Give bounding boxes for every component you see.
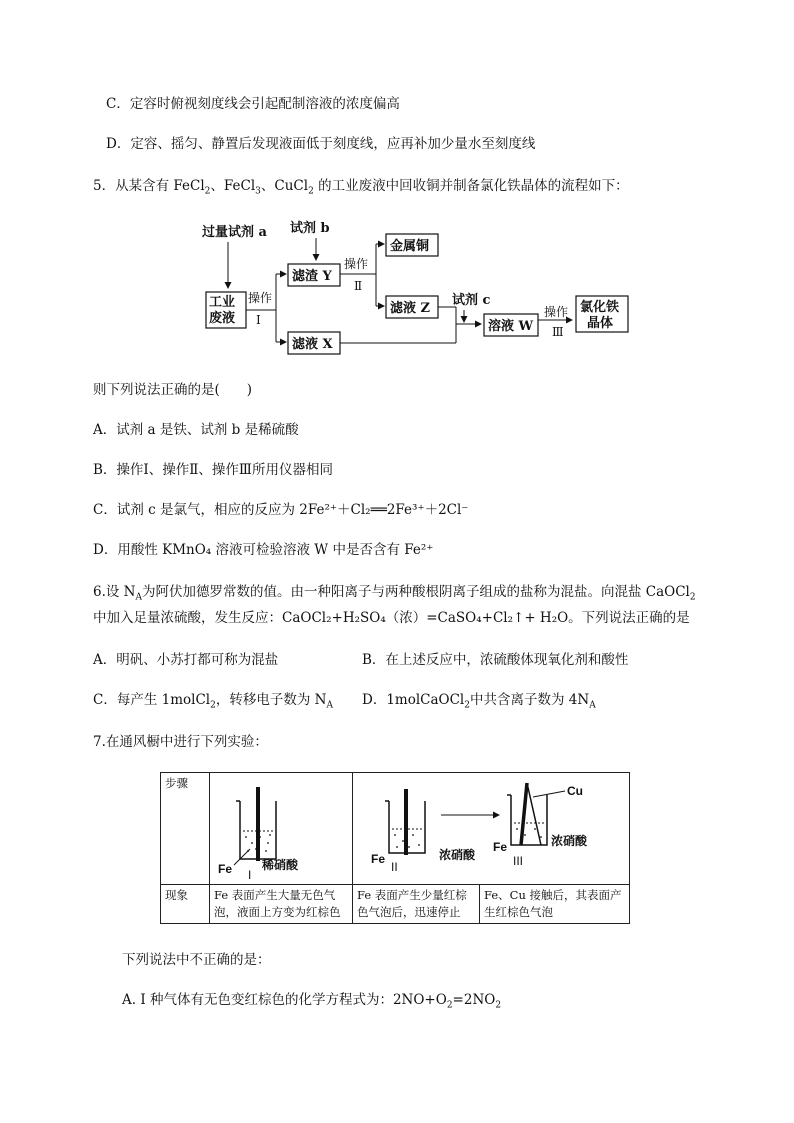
product-label-2: 晶体 [587,316,614,331]
beaker-2-3-diagram [353,773,623,883]
copper-label: 金属铜 [390,239,430,254]
q6-stem-line1: 6.设 $N_A$为阿伏加德罗常数的值。由一种阳离子与两种酸根阴离子组成的盐称为混盐。向混盐 CaOCl$_2$ [93,584,696,603]
product-label-1: 氯化铁 [580,300,620,315]
row-label-steps: 步骤 [161,773,210,885]
op1-label-1: 操作 [248,291,273,305]
q5-option-b: B．操作Ⅰ、操作Ⅱ、操作Ⅲ所用仪器相同 [93,462,333,478]
filtrate-z-label: 滤液 Z [390,301,431,316]
roman-3-label: III [513,854,524,868]
conc-acid-label-3: 浓硝酸 [551,834,588,848]
q5-flowchart [196,216,636,356]
op3-label-1: 操作 [544,305,569,319]
q6-option-d: D．1molCaOCl$_2$中共含离子数为 $4N_A$ [362,692,596,711]
reagent-c-label: 试剂 c [452,293,491,308]
q5-question: 则下列说法正确的是( ) [93,382,253,398]
experiment-table [160,772,630,924]
beaker-1-diagram [210,773,352,883]
q7-stem: 7.在通风橱中进行下列实验： [93,734,268,750]
op3-label-2: Ⅲ [552,325,564,339]
step-1-cell [210,773,353,885]
q5-option-c: C．试剂 c 是氯气，相应的反应为 2Fe²⁺＋Cl₂══2Fe³⁺＋2Cl⁻ [93,502,469,518]
fe-label-2: Fe [371,852,386,866]
roman-1-label: I [248,868,252,882]
filtrate-x-label: 滤液 X [292,337,333,352]
step-2-3-cell [353,773,630,885]
option-d-top: D．定容、摇匀、静置后发现液面低于刻度线，应再补加少量水至刻度线 [106,136,536,152]
waste-label-1: 工业 [209,295,236,310]
op2-label-2: Ⅱ [354,279,363,293]
cu-label: Cu [567,784,583,798]
q6-stem-line2: 中加入足量浓硫酸，发生反应：CaOCl₂+H₂SO₄（浓）=CaSO₄+Cl₂↑+ H₂O。下列说法正确的是 [93,610,690,626]
q5-option-d: D．用酸性 KMnO₄ 溶液可检验溶液 W 中是否含有 Fe²⁺ [93,542,434,558]
observation-1: Fe 表面产生大量无色气 泡，液面上方变为红棕色 [210,885,353,924]
row-label-observations: 现象 [161,885,210,924]
fe-label-1: Fe [218,862,233,876]
op2-label-1: 操作 [344,257,369,271]
q7-question: 下列说法中不正确的是： [122,952,271,968]
q5-stem: 5．从某含有 FeCl$_2$、FeCl$_3$、CuCl$_2$ 的工业废液中回收铜并制备氯化铁晶体的流程如下： [93,178,629,197]
solution-w-label: 溶液 W [488,319,534,334]
fe-label-3: Fe [493,840,508,854]
conc-acid-label-2: 浓硝酸 [439,848,476,862]
reagent-a-label: 过量试剂 a [202,225,267,240]
q6-option-a: A．明矾、小苏打都可称为混盐 [93,652,279,668]
q6-option-c: C．每产生 1molCl$_2$，转移电子数为 $N_A$ [93,692,333,711]
residue-y-label: 滤渣 Y [292,269,332,284]
q7-option-a: A. Ⅰ 种气体有无色变红棕色的化学方程式为：$2NO+O_2=2NO_2$ [122,992,502,1011]
reagent-b-label: 试剂 b [290,221,330,236]
option-c-top: C．定容时俯视刻度线会引起配制溶液的浓度偏高 [106,96,400,112]
observation-2: Fe 表面产生少量红棕 色气泡后，迅速停止 [353,885,480,924]
waste-label-2: 废液 [209,311,236,326]
q6-option-b: B．在上述反应中，浓硫酸体现氧化剂和酸性 [362,652,629,668]
dilute-acid-label: 稀硝酸 [262,858,299,872]
roman-2-label: II [391,860,398,874]
op1-label-2: Ⅰ [256,313,261,327]
q5-option-a: A．试剂 a 是铁、试剂 b 是稀硫酸 [93,422,299,438]
observation-3: Fe、Cu 接触后，其表面产 生红棕色气泡 [480,885,630,924]
